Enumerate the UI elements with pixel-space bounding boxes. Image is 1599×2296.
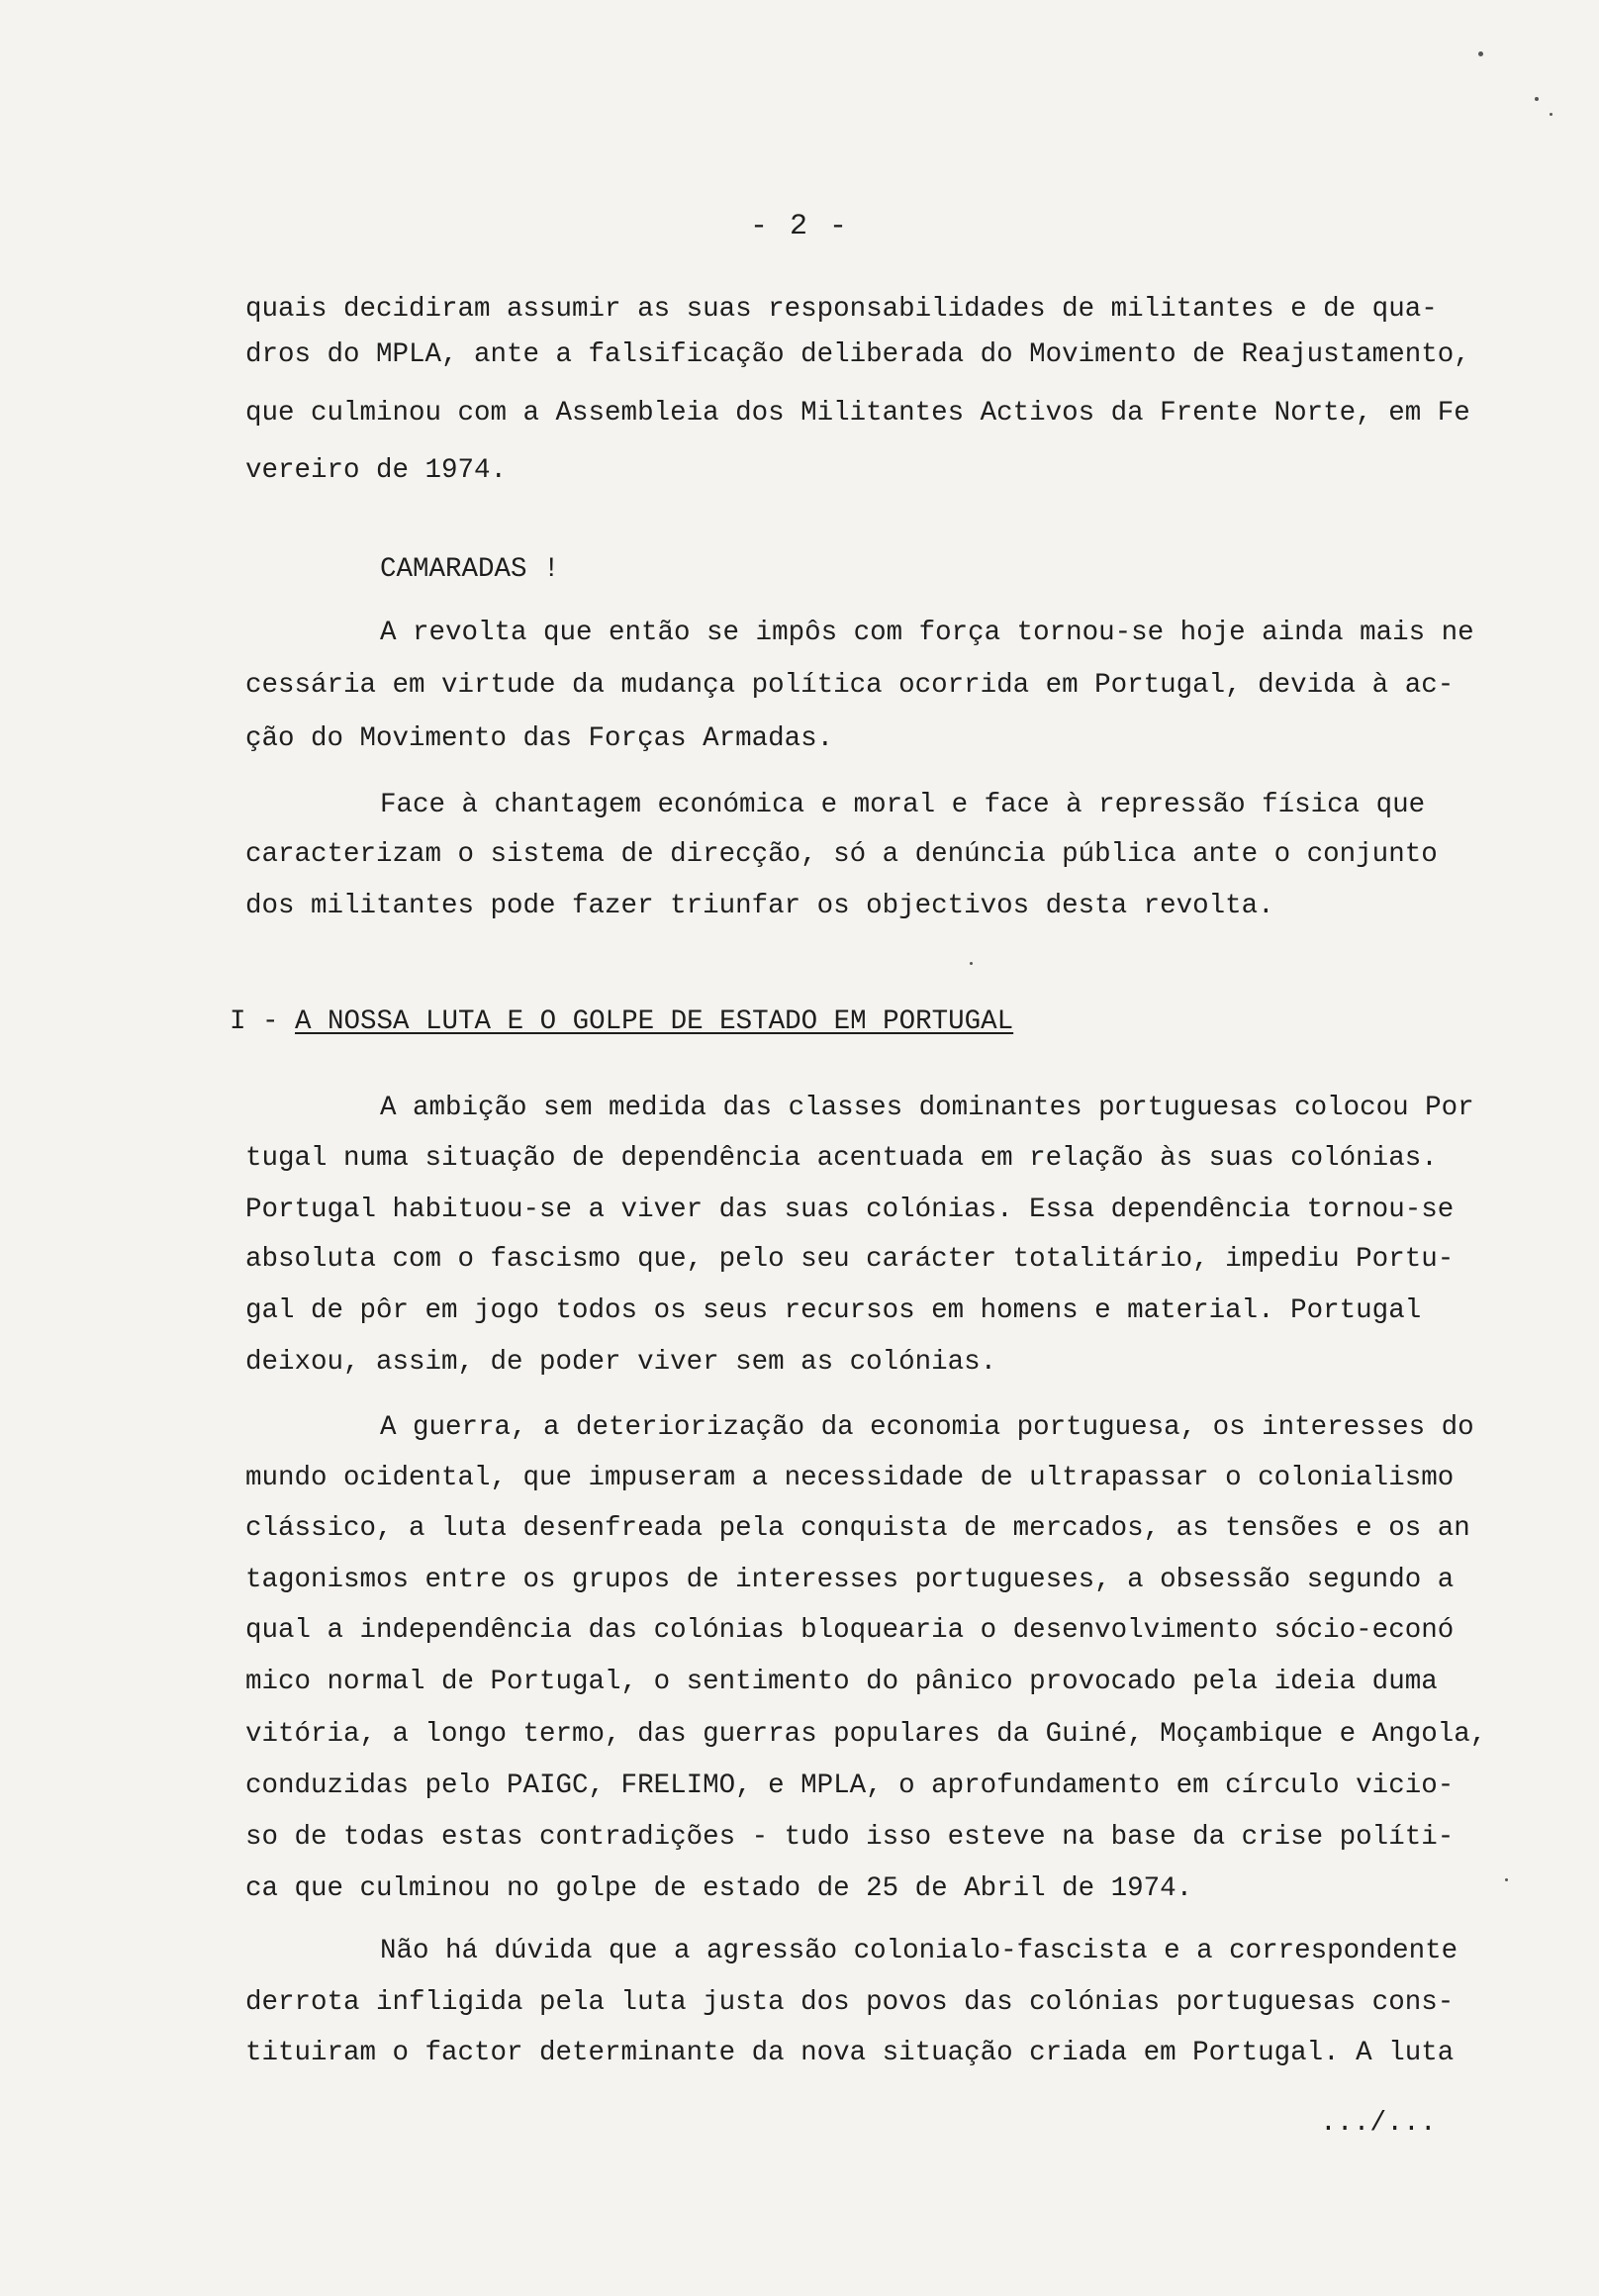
doubt-line-3: tituiram o factor determinante da nova situação criada em Portugal. A luta [245,2038,1455,2068]
intro-line-1: quais decidiram assumir as suas responsabilidades de militantes e de qua- [245,294,1438,325]
intro-line-4: vereiro de 1974. [245,455,508,486]
revolt-line-1: A revolta que então se impôs com força tornou-se hoje ainda mais ne [380,618,1474,648]
intro-line-3: que culminou com a Assembleia dos Militantes Activos da Frente Norte, em Fe [245,398,1470,429]
revolt-line-3: ção do Movimento das Forças Armadas. [245,723,834,754]
scan-speck [1550,113,1552,116]
scan-speck [1505,1878,1508,1881]
doubt-line-1: Não há dúvida que a agressão colonialo-fascista e a correspondente [380,1936,1458,1966]
ambition-line-6: deixou, assim, de poder viver sem as colónias. [245,1347,997,1378]
war-line-2: mundo ocidental, que impuseram a necessidade de ultrapassar o colonialismo [245,1463,1455,1493]
scan-speck [1478,51,1483,56]
scan-speck [970,962,973,965]
ambition-line-5: gal de pôr em jogo todos os seus recursos em homens e material. Portugal [245,1295,1422,1326]
war-line-3: clássico, a luta desenfreada pela conquista de mercados, as tensões e os an [245,1513,1470,1544]
doubt-line-2: derrota infligida pela luta justa dos povos das colónias portuguesas cons- [245,1987,1455,2018]
continuation-mark: .../... [1320,2108,1437,2139]
blackmail-line-1: Face à chantagem económica e moral e face à repressão física que [380,790,1426,820]
war-line-5: qual a independência das colónias bloquearia o desenvolvimento sócio-econó [245,1615,1455,1646]
section-heading [230,1006,1013,1037]
war-line-9: so de todas estas contradições - tudo isso esteve na base da crise políti- [245,1822,1455,1853]
war-line-4: tagonismos entre os grupos de interesses portugueses, a obsessão segundo a [245,1565,1455,1595]
page-number: - 2 - [749,210,849,243]
war-line-10: ca que culminou no golpe de estado de 25 de Abril de 1974. [245,1873,1193,1904]
ambition-line-2: tugal numa situação de dependência acentuada em relação às suas colónias. [245,1143,1438,1174]
section-title: A NOSSA LUTA E O GOLPE DE ESTADO EM PORTUGAL [295,1006,1014,1037]
intro-line-2: dros do MPLA, ante a falsificação deliberada do Movimento de Reajustamento, [245,339,1470,370]
ambition-line-3: Portugal habituou-se a viver das suas colónias. Essa dependência tornou-se [245,1195,1455,1225]
ambition-line-1: A ambição sem medida das classes dominantes portuguesas colocou Por [380,1093,1474,1123]
war-line-6: mico normal de Portugal, o sentimento do pânico provocado pela ideia duma [245,1667,1438,1697]
war-line-7: vitória, a longo termo, das guerras populares da Guiné, Moçambique e Angola, [245,1719,1487,1750]
war-line-8: conduzidas pelo PAIGC, FRELIMO, e MPLA, o aprofundamento em círculo vicio- [245,1770,1455,1801]
blackmail-line-3: dos militantes pode fazer triunfar os objectivos desta revolta. [245,891,1274,921]
blackmail-line-2: caracterizam o sistema de direcção, só a denúncia pública ante o conjunto [245,839,1438,870]
revolt-line-2: cessária em virtude da mudança política ocorrida em Portugal, devida à ac- [245,670,1455,701]
section-number: I - [230,1006,279,1037]
war-line-1: A guerra, a deteriorização da economia portuguesa, os interesses do [380,1412,1474,1443]
salutation: CAMARADAS ! [380,554,560,585]
ambition-line-4: absoluta com o fascismo que, pelo seu carácter totalitário, impediu Portu- [245,1244,1455,1275]
scan-speck [1535,97,1539,101]
